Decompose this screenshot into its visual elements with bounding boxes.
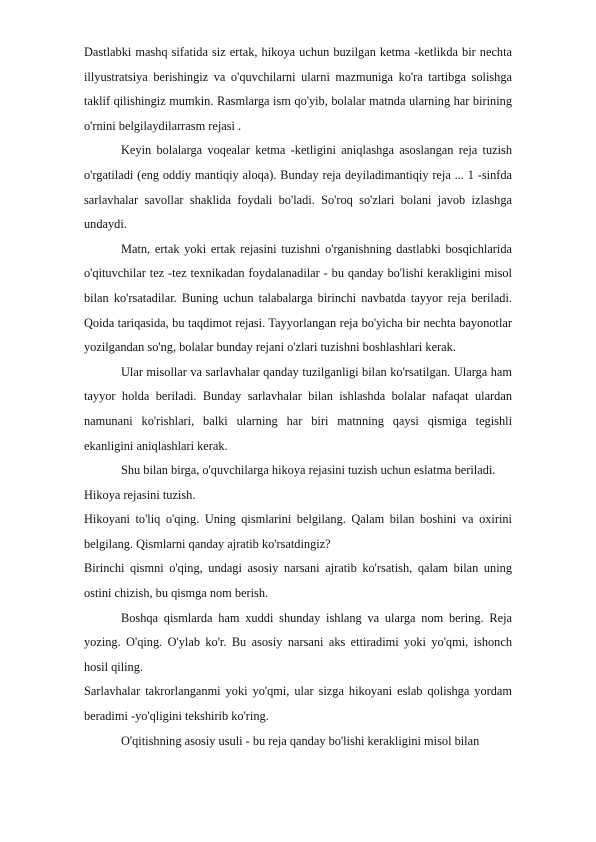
paragraph-5: Shu bilan birga, o'quvchilarga hikoya rejasini tuzish uchun eslatma beriladi. bbox=[121, 463, 496, 478]
paragraph-7: Hikoyani to'liq o'qing. Uning qismlarini belgilang. Qalam bilan boshini va oxirini belgilang. Qismlarni qanday ajratib ko'rsatdingiz? bbox=[84, 512, 512, 551]
paragraph-6-heading: Hikoya rejasini tuzish. bbox=[84, 487, 196, 502]
document-body bbox=[84, 40, 512, 753]
paragraph-1: Dastlabki mashq sifatida siz ertak, hikoya uchun buzilgan ketma -ketlikda bir nechta illyustratsiya berishingiz va o'quvchilarni ularni mazmuniga ko'ra tartibga solishga taklif qilishingiz mumkin. Rasmlarga ism qo'yib, bolalar matnda ularning har birining o'rnini belgilaydilarrasm rejasi . bbox=[84, 45, 512, 133]
paragraph-4: Ular misollar va sarlavhalar qanday tuzilganligi bilan ko'rsatilgan. Ularga ham tayyor holda beriladi. Bunday sarlavhalar bilan ishlashda bolalar nafaqat ulardan namunani ko'rishlari, balki ularning har biri matnning qaysi qismiga tegishli ekanligini aniqlashlari kerak. bbox=[84, 364, 512, 453]
paragraph-3: Matn, ertak yoki ertak rejasini tuzishni o'rganishning dastlabki bosqichlarida o'qituvchilar tez -tez texnikadan foydalanadilar - bu qanday bo'lishi kerakligini misol bilan ko'rsatadilar. Buning uchun talabalarga birinchi navbatda tayyor reja beriladi. Qoida tariqasida, bu taqdimot rejasi. Tayyorlangan reja bo'yicha bir nechta bayonotlar yozilgandan so'ng, bolalar bunday rejani o'zlari tuzishni boshlashlari kerak. bbox=[84, 241, 512, 355]
paragraph-8: Birinchi qismni o'qing, undagi asosiy narsani ajratib ko'rsatish, qalam bilan uning ostini chizish, bu qismga nom berish. bbox=[84, 561, 512, 601]
paragraph-10: Sarlavhalar takrorlanganmi yoki yo'qmi, ular sizga hikoyani eslab qolishga yordam beradimi -yo'qligini tekshirib ko'ring. bbox=[84, 684, 512, 724]
paragraph-9: Boshqa qismlarda ham xuddi shunday ishlang va ularga nom bering. Reja yozing. O'qing. O'ylab ko'r. Bu asosiy narsani aks ettiradimi yoki yo'qmi, ishonch hosil qiling. bbox=[84, 610, 512, 674]
paragraph-11: O'qitishning asosiy usuli - bu reja qanday bo'lishi kerakligini misol bilan bbox=[121, 733, 480, 748]
paragraph-2: Keyin bolalarga voqealar ketma -ketligini aniqlashga asoslangan reja tuzish o'rgatiladi (eng oddiy mantiqiy aloqa). Bunday reja deyiladimantiqiy reja ... 1 -sinfda sarlavhalar savollar shaklida foydali bo'ladi. So'roq so'zlari bolani javob izlashga undaydi. bbox=[84, 143, 512, 232]
